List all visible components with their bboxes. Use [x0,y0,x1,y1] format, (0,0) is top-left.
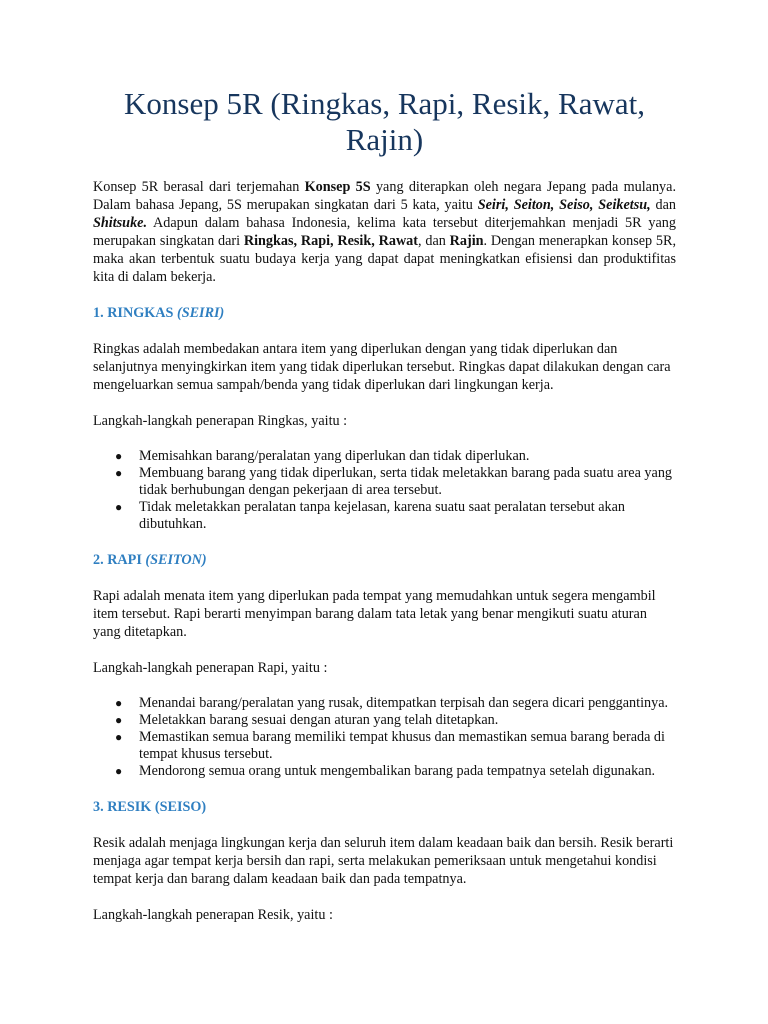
section-body: Resik adalah menjaga lingkungan kerja dan seluruh item dalam keadaan baik dan bersih. Resik berarti menjaga agar tempat kerja bersih dan rapi, serta melakukan pemeriksaan untuk mengetahui kondisi tempat kerja dan barang dalam keadaan baik dan pada tempatnya. [93,835,674,887]
bullet-list [93,695,676,780]
intro-text: . Dengan menerapkan konsep 5R, maka akan terbentuk suatu budaya kerja yang dapat dapat meningkatkan efisiensi dan produktifitas kita di dalam bekerja. [93,233,676,285]
section-resik [93,798,676,924]
intro-text: yang diterapkan oleh negara Jepang pada mulanya. Dalam bahasa Jepang, 5S merupakan singkatan dari 5 kata, yaitu [93,179,676,213]
intro-paragraph [93,178,676,286]
intro-text: , dan [418,233,450,249]
list-item: ● Memastikan semua barang memiliki tempat khusus dan memastikan semua barang berada di tempat khusus tersebut. [115,729,665,762]
bullet-icon: ● [115,713,123,727]
section-body: Rapi adalah menata item yang diperlukan pada tempat yang memudahkan untuk segera mengambil item tersebut. Rapi berarti menyimpan barang dalam tata letak yang benar mengikuti suatu aturan yang ditetapkan. [93,588,656,640]
intro-text: Konsep 5R berasal dari terjemahan [93,179,305,195]
list-item: ● Mendorong semua orang untuk mengembalikan barang pada tempatnya setelah digunakan. [115,763,656,779]
document-title: Konsep 5R (Ringkas, Rapi, Resik, Rawat, Rajin) [124,86,645,157]
steps-label: Langkah-langkah penerapan Resik, yaitu : [93,907,333,923]
intro-terms-5r: Ringkas, Rapi, Resik, Rawat [243,233,419,249]
steps-label: Langkah-langkah penerapan Rapi, yaitu : [93,660,328,676]
intro-term-shitsuke: Shitsuke. [93,215,148,231]
intro-terms-5s: Seiri, Seiton, Seiso, Seiketsu, [477,197,651,213]
intro-text: dan [650,197,676,213]
bullet-icon: ● [115,466,123,480]
section-heading: 1. RINGKAS (SEIRI) [93,305,225,321]
bullet-icon: ● [115,449,123,463]
list-item: ● Menandai barang/peralatan yang rusak, ditempatkan terpisah dan segera dicari penggantinya. [115,695,669,711]
intro-bold-konsep: Konsep 5S [304,179,371,195]
section-rapi [93,551,676,780]
bullet-icon: ● [115,696,123,710]
intro-text: Adapun dalam bahasa Indonesia, kelima kata tersebut diterjemahkan menjadi 5R yang merupakan singkatan dari [93,215,676,249]
list-item: ● Meletakkan barang sesuai dengan aturan yang telah ditetapkan. [115,712,499,728]
bullet-list [93,448,676,533]
section-ringkas [93,304,676,533]
bullet-icon: ● [115,764,123,778]
section-body: Ringkas adalah membedakan antara item yang diperlukan dengan yang tidak diperlukan dan selanjutnya menyingkirkan item yang tidak diperlukan tersebut. Ringkas dapat dilakukan dengan cara mengeluarkan semua sampah/benda yang tidak diperlukan dari lingkungan kerja. [93,341,671,393]
intro-term-rajin: Rajin [449,233,484,249]
section-heading: 2. RAPI (SEITON) [93,552,207,568]
list-item: ● Tidak meletakkan peralatan tanpa kejelasan, karena suatu saat peralatan tersebut akan dibutuhkan. [115,499,625,532]
steps-label: Langkah-langkah penerapan Ringkas, yaitu : [93,413,348,429]
list-item: ● Membuang barang yang tidak diperlukan, serta tidak meletakkan barang pada suatu area yang tidak berhubungan dengan pekerjaan di area tersebut. [115,465,673,498]
bullet-icon: ● [115,500,123,514]
section-heading: 3. RESIK (SEISO) [93,799,207,815]
list-item: ● Memisahkan barang/peralatan yang diperlukan dan tidak diperlukan. [115,448,530,464]
bullet-icon: ● [115,730,123,744]
